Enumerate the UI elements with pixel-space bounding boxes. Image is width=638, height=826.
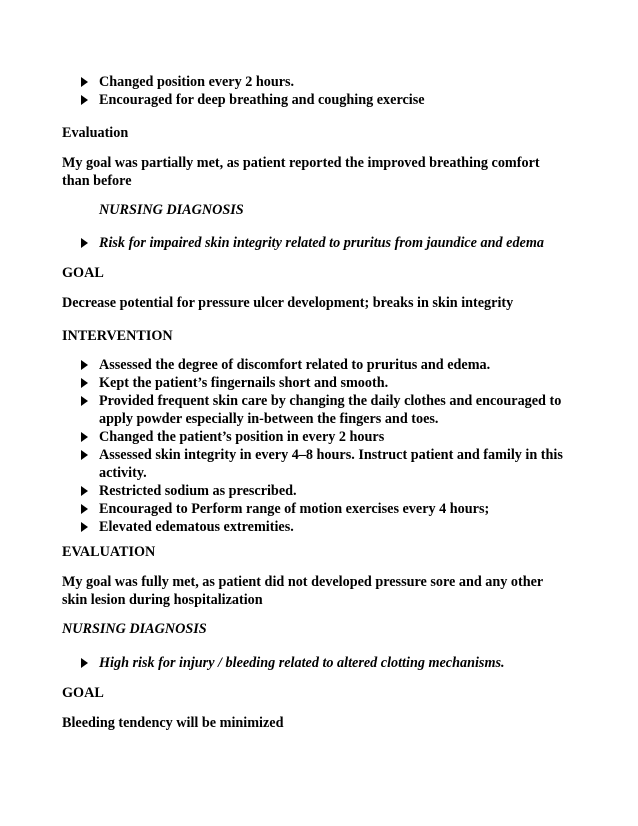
triangle-bullet-icon bbox=[81, 77, 88, 87]
goal-heading: GOAL bbox=[62, 265, 104, 281]
diagnosis-bullet-list bbox=[80, 654, 600, 672]
triangle-bullet-icon bbox=[81, 396, 88, 406]
list-item bbox=[80, 374, 570, 392]
list-item-text: Provided frequent skin care by changing the daily clothes and encouraged to apply powder especially in-between the fingers and toes. bbox=[99, 393, 562, 427]
list-item bbox=[80, 356, 570, 374]
list-item-text: Encouraged to Perform range of motion exercises every 4 hours; bbox=[99, 501, 490, 517]
list-item bbox=[80, 73, 580, 91]
list-item bbox=[80, 518, 570, 536]
top-bullet-list bbox=[80, 73, 580, 109]
evaluation-text: My goal was partially met, as patient reported the improved breathing comfort than before bbox=[62, 155, 540, 189]
list-item bbox=[80, 91, 580, 109]
list-item bbox=[80, 500, 570, 518]
list-item-text: Risk for impaired skin integrity related to pruritus from jaundice and edema bbox=[99, 235, 544, 251]
triangle-bullet-icon bbox=[81, 522, 88, 532]
triangle-bullet-icon bbox=[81, 360, 88, 370]
triangle-bullet-icon bbox=[81, 486, 88, 496]
intervention-heading: INTERVENTION bbox=[62, 328, 173, 344]
list-item-text: Kept the patient’s fingernails short and smooth. bbox=[99, 375, 389, 391]
triangle-bullet-icon bbox=[81, 432, 88, 442]
list-item-text: Elevated edematous extremities. bbox=[99, 519, 294, 535]
list-item bbox=[80, 234, 600, 252]
triangle-bullet-icon bbox=[81, 504, 88, 514]
evaluation-heading: EVALUATION bbox=[62, 544, 156, 560]
list-item bbox=[80, 392, 570, 428]
intervention-list bbox=[80, 356, 570, 536]
triangle-bullet-icon bbox=[81, 238, 88, 248]
goal-text: Decrease potential for pressure ulcer development; breaks in skin integrity bbox=[62, 295, 514, 311]
nursing-diagnosis-heading: NURSING DIAGNOSIS bbox=[99, 202, 244, 218]
list-item bbox=[80, 654, 600, 672]
goal-heading: GOAL bbox=[62, 685, 104, 701]
list-item-text: High risk for injury / bleeding related to altered clotting mechanisms. bbox=[99, 655, 505, 671]
list-item-text: Assessed the degree of discomfort related to pruritus and edema. bbox=[99, 357, 491, 373]
list-item-text: Restricted sodium as prescribed. bbox=[99, 483, 297, 499]
triangle-bullet-icon bbox=[81, 450, 88, 460]
list-item bbox=[80, 482, 570, 500]
list-item bbox=[80, 428, 570, 446]
goal-text: Bleeding tendency will be minimized bbox=[62, 715, 284, 731]
evaluation-text: My goal was fully met, as patient did not developed pressure sore and any other skin lesion during hospitalization bbox=[62, 574, 543, 608]
triangle-bullet-icon bbox=[81, 658, 88, 668]
nursing-diagnosis-heading: NURSING DIAGNOSIS bbox=[62, 621, 207, 637]
diagnosis-bullet-list bbox=[80, 234, 600, 252]
list-item-text: Changed position every 2 hours. bbox=[99, 74, 295, 90]
list-item-text: Changed the patient’s position in every 2 hours bbox=[99, 429, 385, 445]
triangle-bullet-icon bbox=[81, 95, 88, 105]
evaluation-heading: Evaluation bbox=[62, 125, 129, 141]
list-item-text: Encouraged for deep breathing and coughing exercise bbox=[99, 92, 425, 108]
triangle-bullet-icon bbox=[81, 378, 88, 388]
list-item-text: Assessed skin integrity in every 4–8 hours. Instruct patient and family in this activity. bbox=[99, 447, 563, 481]
list-item bbox=[80, 446, 570, 482]
